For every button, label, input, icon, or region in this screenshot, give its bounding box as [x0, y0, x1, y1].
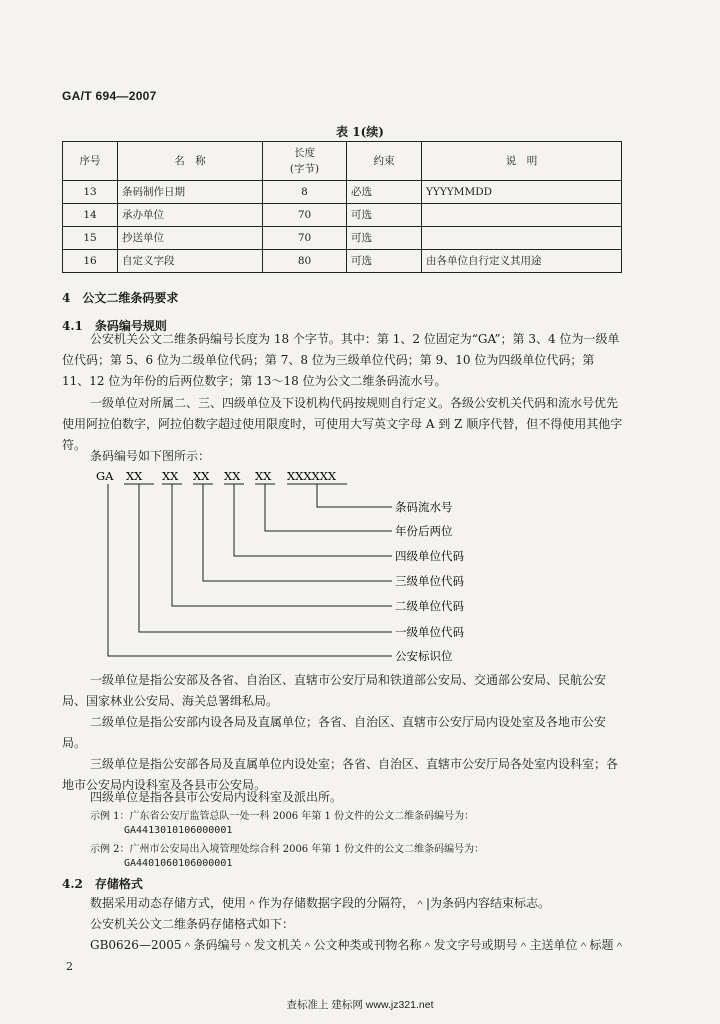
cell-constraint: 可选 [347, 227, 422, 250]
diagram-prefix: GA [96, 469, 114, 483]
example-2-text: 示例 2：广州市公安局出入境管理处综合科 2006 年第 1 份文件的公文二维条码编号为： [90, 844, 485, 855]
col-header-constraint: 约束 [347, 142, 422, 181]
cell-note: YYYYMMDD [422, 181, 622, 204]
paragraph-level1-units: 一级单位是指公安部及各省、自治区、直辖市公安厅局和铁道部公安局、交通部公安局、民航公安局、国家林业公安局、海关总署缉私局。 [62, 673, 607, 708]
paragraph-code-length: 公安机关公文二维条码编号长度为 18 个字节。其中：第 1、2 位固定为“GA”；第 3、4 位为一级单位代码；第 5、6 位为二级单位代码；第 7、8 位为三级单位代码；第 9、10 位为四级单位代码；第 11、12 位为年份的后两位数字；第 13～18 位为公文二维条码流水号。 [62, 332, 620, 388]
paragraph-level3-units: 三级单位是指公安部各局及直属单位内设处室；各省、自治区、直辖市公安厅局各处室内设科室；各地市公安局内设科室及各县市公安局。 [62, 757, 619, 792]
paragraph-code-definition: 一级单位对所属二、三、四级单位及下设机构代码按规则自行定义。各级公安机关代码和流水号优先使用阿拉伯数字，阿拉伯数字超过使用限度时，可使用大写英文字母 A 到 Z 顺序代替，但不得使用其他字符。 [62, 396, 623, 452]
cell-name: 条码制作日期 [118, 181, 263, 204]
cell-constraint: 必选 [347, 181, 422, 204]
spec-table [62, 141, 622, 273]
table-row [63, 181, 622, 204]
cell-constraint: 可选 [347, 250, 422, 273]
cell-length: 70 [263, 227, 347, 250]
diagram-label: 条码流水号 [395, 500, 453, 514]
diagram-group-serial: XXXXXX [287, 469, 337, 483]
example-2-code: GA4401060106000001 [124, 858, 233, 869]
diagram-group: XX [193, 469, 210, 483]
diagram-group: XX [126, 469, 143, 483]
diagram-label: 公安标识位 [395, 649, 453, 663]
table-caption: 表 1(续) [336, 125, 384, 139]
diagram-label: 二级单位代码 [395, 599, 464, 613]
table-row [63, 204, 622, 227]
paragraph-level2-units: 二级单位是指公安部内设各局及直属单位；各省、自治区、直辖市公安厅局内设处室及各地市公安局。 [62, 715, 607, 750]
cell-note [422, 227, 622, 250]
cell-no: 13 [63, 181, 118, 204]
cell-no: 14 [63, 204, 118, 227]
table-row [63, 227, 622, 250]
paragraph-diagram-intro: 条码编号如下图所示： [90, 449, 211, 463]
table-header-row [63, 142, 622, 181]
paragraph-level4-units: 四级单位是指各县市公安局内设科室及派出所。 [90, 790, 343, 804]
example-1-code: GA4413010106000001 [124, 825, 233, 836]
cell-name: 抄送单位 [118, 227, 263, 250]
paragraph-storage-format: GB0626—2005＾条码编号＾发文机关＾公文种类或刊物名称＾发文字号或期号＾主送单位＾标题＾ [90, 938, 626, 952]
cell-note [422, 204, 622, 227]
cell-note: 由各单位自行定义其用途 [422, 250, 622, 273]
paragraph-storage-method: 数据采用动态存储方式，使用＾作为存储数据字段的分隔符，＾|为条码内容结束标志。 [90, 896, 551, 910]
diagram-label: 三级单位代码 [395, 574, 464, 588]
cell-length: 70 [263, 204, 347, 227]
diagram-group: XX [224, 469, 241, 483]
diagram-group: XX [255, 469, 272, 483]
cell-length: 80 [263, 250, 347, 273]
cell-name: 承办单位 [118, 204, 263, 227]
section-4-heading: 4 公文二维条码要求 [62, 291, 179, 305]
section-4-1-heading: 4.1 条码编号规则 [62, 319, 167, 333]
diagram-group: XX [162, 469, 179, 483]
paragraph-storage-format-intro: 公安机关公文二维条码存储格式如下： [90, 917, 295, 931]
barcode-structure-diagram [62, 466, 662, 676]
col-header-name: 名 称 [118, 142, 263, 181]
cell-no: 15 [63, 227, 118, 250]
section-4-2-heading: 4.2 存储格式 [62, 877, 143, 891]
diagram-label: 四级单位代码 [395, 549, 464, 563]
page-number: 2 [66, 960, 73, 973]
footer-watermark: 查标准上 建标网 www.jz321.net [286, 999, 434, 1011]
example-1-text: 示例 1：广东省公安厅监管总队一处一科 2006 年第 1 份文件的公文二维条码编号为： [90, 811, 475, 822]
cell-constraint: 可选 [347, 204, 422, 227]
table-row [63, 250, 622, 273]
col-header-no: 序号 [63, 142, 118, 181]
cell-no: 16 [63, 250, 118, 273]
col-header-note: 说 明 [422, 142, 622, 181]
diagram-label: 年份后两位 [395, 524, 453, 538]
cell-length: 8 [263, 181, 347, 204]
diagram-label: 一级单位代码 [395, 625, 464, 639]
col-header-length: 长度 (字节) [263, 142, 347, 181]
cell-name: 自定义字段 [118, 250, 263, 273]
standard-code: GA/T 694—2007 [62, 89, 157, 103]
